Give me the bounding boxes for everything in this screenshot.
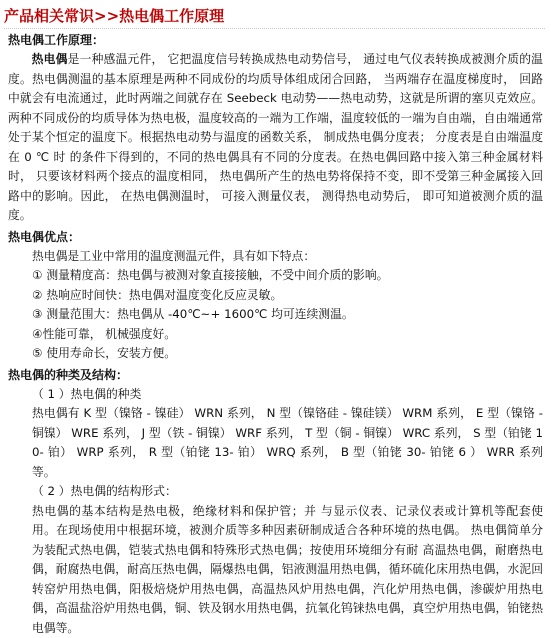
advantage-item: ③ 测量范围大：热电偶从 -40℃~+ 1600℃ 均可连续测温。 [8,305,543,325]
types-paragraph: 热电偶有 K 型（镍铬 - 镍硅） WRN 系列， N 型（镍铬硅 - 镍硅镁） WRM 系列， E 型（镍铬 - 铜镍） WRE 系列， J 型（铁 - 铜镍） WRF 系列， T 型（铜 - 铜镍） WRC 系列， S 型（铂铑 10- 铂） WRP 系列， R 型（铂铑 13- 铂） WRQ 系列， B 型（铂铑 30- 铂铑 6 ） WRR 系列等。 [8,404,543,482]
types-subtitle: （ 1 ）热电偶的种类 [8,385,543,405]
structure-subtitle: （ 2 ）热电偶的结构形式： [8,482,543,502]
article-body [4,30,545,638]
page-title: 产品相关常识>>热电偶工作原理 [4,3,545,29]
section-title-types: 热电偶的种类及结构： [8,365,543,385]
advantage-item: ① 测量精度高：热电偶与被测对象直接接触，不受中间介质的影响。 [8,266,543,286]
structure-paragraph: 热电偶的基本结构是热电极，绝缘材料和保护管；并 与显示仪表、记录仪表或计算机等配套使用。在现场使用中根据环境，被测介质等多种因素研制成适合各种环境的热电偶。 热电偶简单分为装配式热电偶，铠装式热电偶和特殊形式热电偶；按使用环境细分有耐 高温热电偶，耐磨热电偶，耐腐热电偶，耐高压热电偶，隔爆热电偶，铝液测温用热电偶，循环硫化床用热电偶，水泥回转窑炉用热电偶，阳极焙烧炉用热电偶，高温热风炉用热电偶，汽化炉用热电偶，渗碳炉用热电偶，高温盐浴炉用热电偶，铜、铁及钢水用热电偶，抗氧化钨铼热电偶，真空炉用热电偶，铂铑热电偶等。 [8,502,543,638]
principle-text: 是一种感温元件， 它把温度信号转换成热电动势信号， 通过电气仪表转换成被测介质的温度。热电偶测温的基本原理是两种不同成份的均质导体组成闭合回路， 当两端存在温度梯度时， 回路中就会有电流通过，此时两端之间就存在 Seebeck 电动势——热电动势，这就是所谓的塞贝克效应。两种不同成份的均质导体为热电极，温度较高的一端为工作端，温度较低的一端为自由端，自由端通常处于某个恒定的温度下。根据热电动势与温度的函数关系， 制成热电偶分度表； 分度表是自由端温度在 0 ℃ 时 的条件下得到的，不同的热电偶具有不同的分度表。在热电偶回路中接入第三种金属材料时， 只要该材料两个接点的温度相同， 热电偶所产生的热电势将保持不变，即不受第三种金属接入回路中的影响。因此， 在热电偶测温时， 可接入测量仪表， 测得热电动势后， 即可知道被测介质的温度。 [8,52,543,222]
section-title-advantages: 热电偶优点： [8,227,543,247]
advantage-item: ② 热响应时间快：热电偶对温度变化反应灵敏。 [8,286,543,306]
section-title-principle: 热电偶工作原理： [8,30,543,50]
advantage-item: ⑤ 使用寿命长，安装方便。 [8,344,543,364]
advantages-intro: 热电偶是工业中常用的温度测温元件，具有如下特点： [8,247,543,267]
title-divider [4,28,545,29]
principle-paragraph [8,50,543,226]
advantage-item: ④性能可靠， 机械强度好。 [8,325,543,345]
principle-lead-term: 热电偶 [32,52,68,66]
title-row [4,3,545,29]
